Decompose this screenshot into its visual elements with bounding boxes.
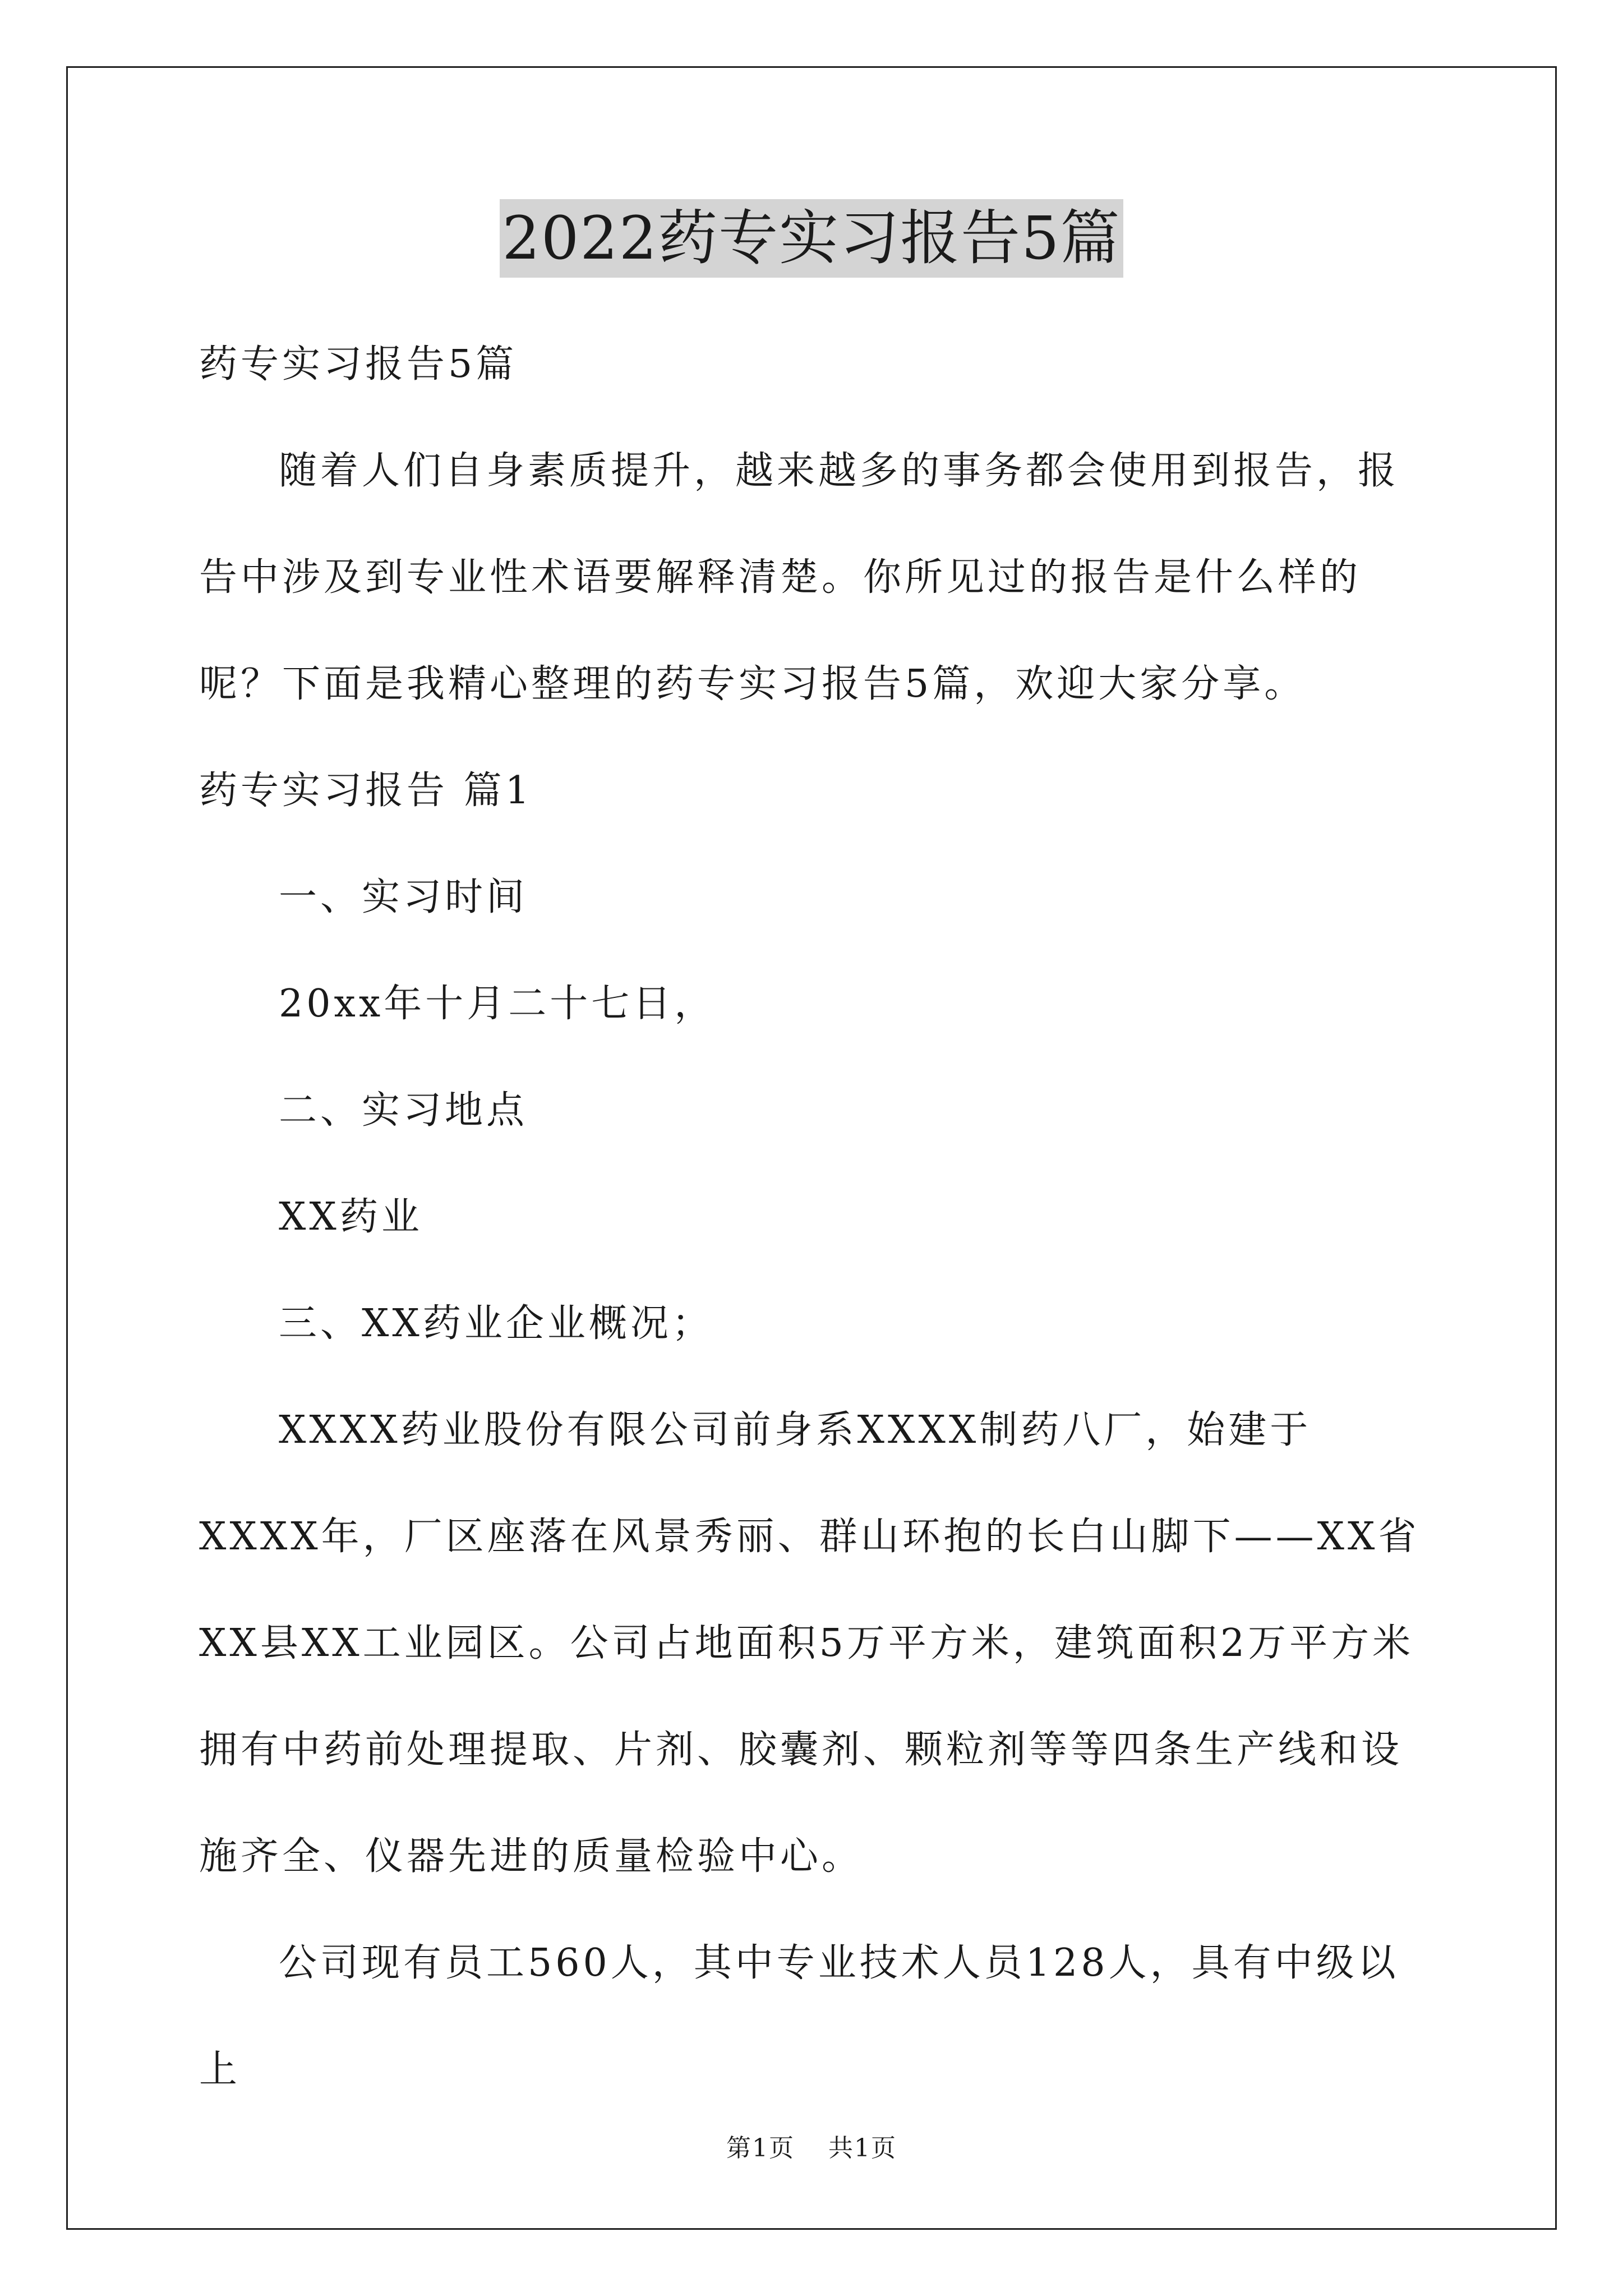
paragraph: 三、XX药业企业概况； [279,1301,713,1346]
paragraph: 20xx年十月二十七日， [279,982,716,1026]
title-container [0,199,1623,278]
document-body [199,311,1433,2123]
paragraph: XXXX药业股份有限公司前身系XXXX制药八厂，始建于XXXX年，厂区座落在风景秀丽、群山环抱的长白山脚下——XX省XX县XX工业园区。公司占地面积5万平方米，建筑面积2万平方米拥有中药前处理提取、片剂、胶囊剂、颗粒剂等等四条生产线和设施齐全、仪器先进的质量检验中心。 [199,1408,1420,1879]
paragraph: 二、实习地点 [279,1088,528,1133]
paragraph: 公司现有员工560人，其中专业技术人员128人，具有中级以上 [199,1941,1399,2092]
paragraph: 随着人们自身素质提升，越来越多的事务都会使用到报告，报告中涉及到专业性术语要解释清楚。你所见过的报告是什么样的呢？下面是我精心整理的药专实习报告5篇，欢迎大家分享。 [199,449,1400,706]
page-number: 第1页 [726,2134,795,2162]
paragraph: XX药业 [279,1195,423,1239]
paragraph: 一、实习时间 [279,875,528,919]
page-footer [0,2132,1623,2165]
page-total: 共1页 [828,2134,897,2162]
paragraph: 药专实习报告5篇 [199,342,518,386]
document-title: 2022药专实习报告5篇 [500,199,1123,278]
section-heading: 药专实习报告 篇1 [199,769,533,813]
